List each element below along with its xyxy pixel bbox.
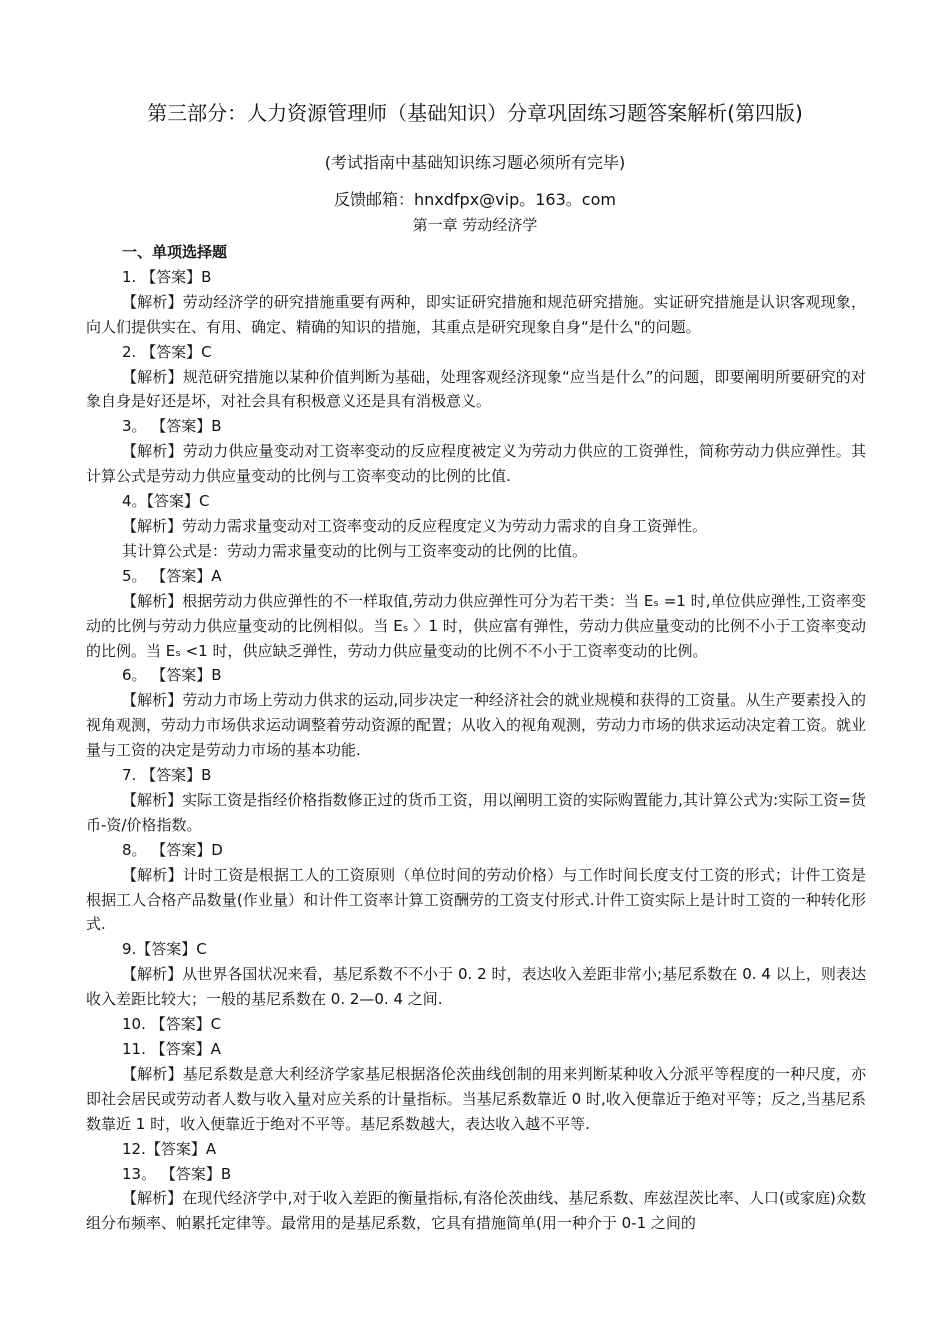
explanation-paragraph: 【解析】从世界各国状况来看，基尼系数不不小于 0. 2 时，表达收入差距非常小;基尼系数在 0. 4 以上，则表达收入差距比较大；一般的基尼系数在 0. 2—0. 4 之间. <box>86 965 866 1009</box>
explanation-paragraph: 【解析】劳动力供应量变动对工资率变动的反应程度被定义为劳动力供应的工资弹性，简称劳动力供应弹性。其计算公式是劳动力供应量变动的比例与工资率变动的比例的比值. <box>86 442 866 486</box>
explanation-paragraph: 【解析】根据劳动力供应弹性的不一样取值,劳动力供应弹性可分为若干类：当 Eₛ =1 时,单位供应弹性,工资率变动的比例与劳动力供应量变动的比例相似。当 Eₛ 〉1 时，供应富有弹性，劳动力供应量变动的比例不小于工资率变动的比例。当 Eₛ <1 时，供应缺乏弹性，劳动力供应量变动的比例不不小于工资率变动的比例。 <box>86 591 866 660</box>
explanation-paragraph: 【解析】实际工资是指经价格指数修正过的货币工资，用以阐明工资的实际购置能力,其计算公式为:实际工资=货币-资/价格指数。 <box>86 790 866 834</box>
formula-line: 其计算公式是：劳动力需求量变动的比例与工资率变动的比例的比值。 <box>122 541 588 560</box>
document-subtitle: (考试指南中基础知识练习题必须所有完毕) <box>324 153 626 172</box>
explanation-paragraph: 【解析】劳动力需求量变动对工资率变动的反应程度定义为劳动力需求的自身工资弹性。 <box>122 516 708 535</box>
answer-line: 12.【答案】A <box>122 1139 217 1158</box>
answer-line: 3。 【答案】B <box>122 417 222 436</box>
answer-line: 1. 【答案】B <box>122 267 212 286</box>
answer-body <box>86 240 866 1236</box>
answer-line: 6。 【答案】B <box>122 666 222 685</box>
answer-line: 10. 【答案】C <box>122 1015 222 1034</box>
answer-line: 4。【答案】C <box>122 492 210 511</box>
explanation-paragraph: 【解析】在现代经济学中,对于收入差距的衡量指标,有洛伦茨曲线、基尼系数、库兹涅茨比率、人口(或家庭)众数组分布频率、帕累托定律等。最常用的是基尼系数，它具有措施简单(用一种介于 0-1 之间的 <box>86 1189 866 1233</box>
answer-line: 5。 【答案】A <box>122 566 222 585</box>
answer-line: 11. 【答案】A <box>122 1040 221 1058</box>
explanation-paragraph: 【解析】劳动经济学的研究措施重要有两种，即实证研究措施和规范研究措施。实证研究措施是认识客观现象，向人们提供实在、有用、确定、精确的知识的措施，其重点是研究现象自身“是什么"的问题。 <box>86 292 866 336</box>
section-heading: 一、单项选择题 <box>122 243 228 261</box>
chapter-heading: 第一章 劳动经济学 <box>412 216 538 234</box>
answer-line: 13。 【答案】B <box>122 1164 232 1183</box>
explanation-paragraph: 【解析】劳动力市场上劳动力供求的运动,同步决定一种经济社会的就业规模和获得的工资量。从生产要素投入的视角观测，劳动力市场供求运动调整着劳动资源的配置；从收入的视角观测，劳动力市场的供求运动决定着工资。就业量与工资的决定是劳动力市场的基本功能. <box>86 691 867 760</box>
answer-line: 8。 【答案】D <box>122 840 223 859</box>
explanation-paragraph: 【解析】规范研究措施以某种价值判断为基础，处理客观经济现象“应当是什么”的问题，即要阐明所要研究的对象自身是好还是坏，对社会具有积极意义还是具有消极意义。 <box>86 367 866 411</box>
answer-line: 9.【答案】C <box>122 940 207 959</box>
explanation-paragraph: 【解析】基尼系数是意大利经济学家基尼根据洛伦茨曲线创制的用来判断某种收入分派平等程度的一种尺度，亦即社会居民或劳动者人数与收入量对应关系的计量指标。当基尼系数靠近 0 时,收入便靠近于绝对平等；反之,当基尼系数靠近 1 时，收入便靠近于绝对不平等。基尼系数越大，表达收入越不平等. <box>86 1064 866 1133</box>
explanation-paragraph: 【解析】计时工资是根据工人的工资原则（单位时间的劳动价格）与工作时间长度支付工资的形式；计件工资是根据工人合格产品数量(作业量）和计件工资率计算工资酬劳的工资支付形式.计件工资实际上是计时工资的一种转化形式. <box>86 865 866 934</box>
document-title: 第三部分：人力资源管理师（基础知识）分章巩固练习题答案解析(第四版) <box>147 101 803 125</box>
answer-line: 2. 【答案】C <box>122 342 212 361</box>
answer-line: 7. 【答案】B <box>122 766 212 785</box>
feedback-email: 反馈邮箱：hnxdfpx@vip。163。com <box>334 190 616 209</box>
